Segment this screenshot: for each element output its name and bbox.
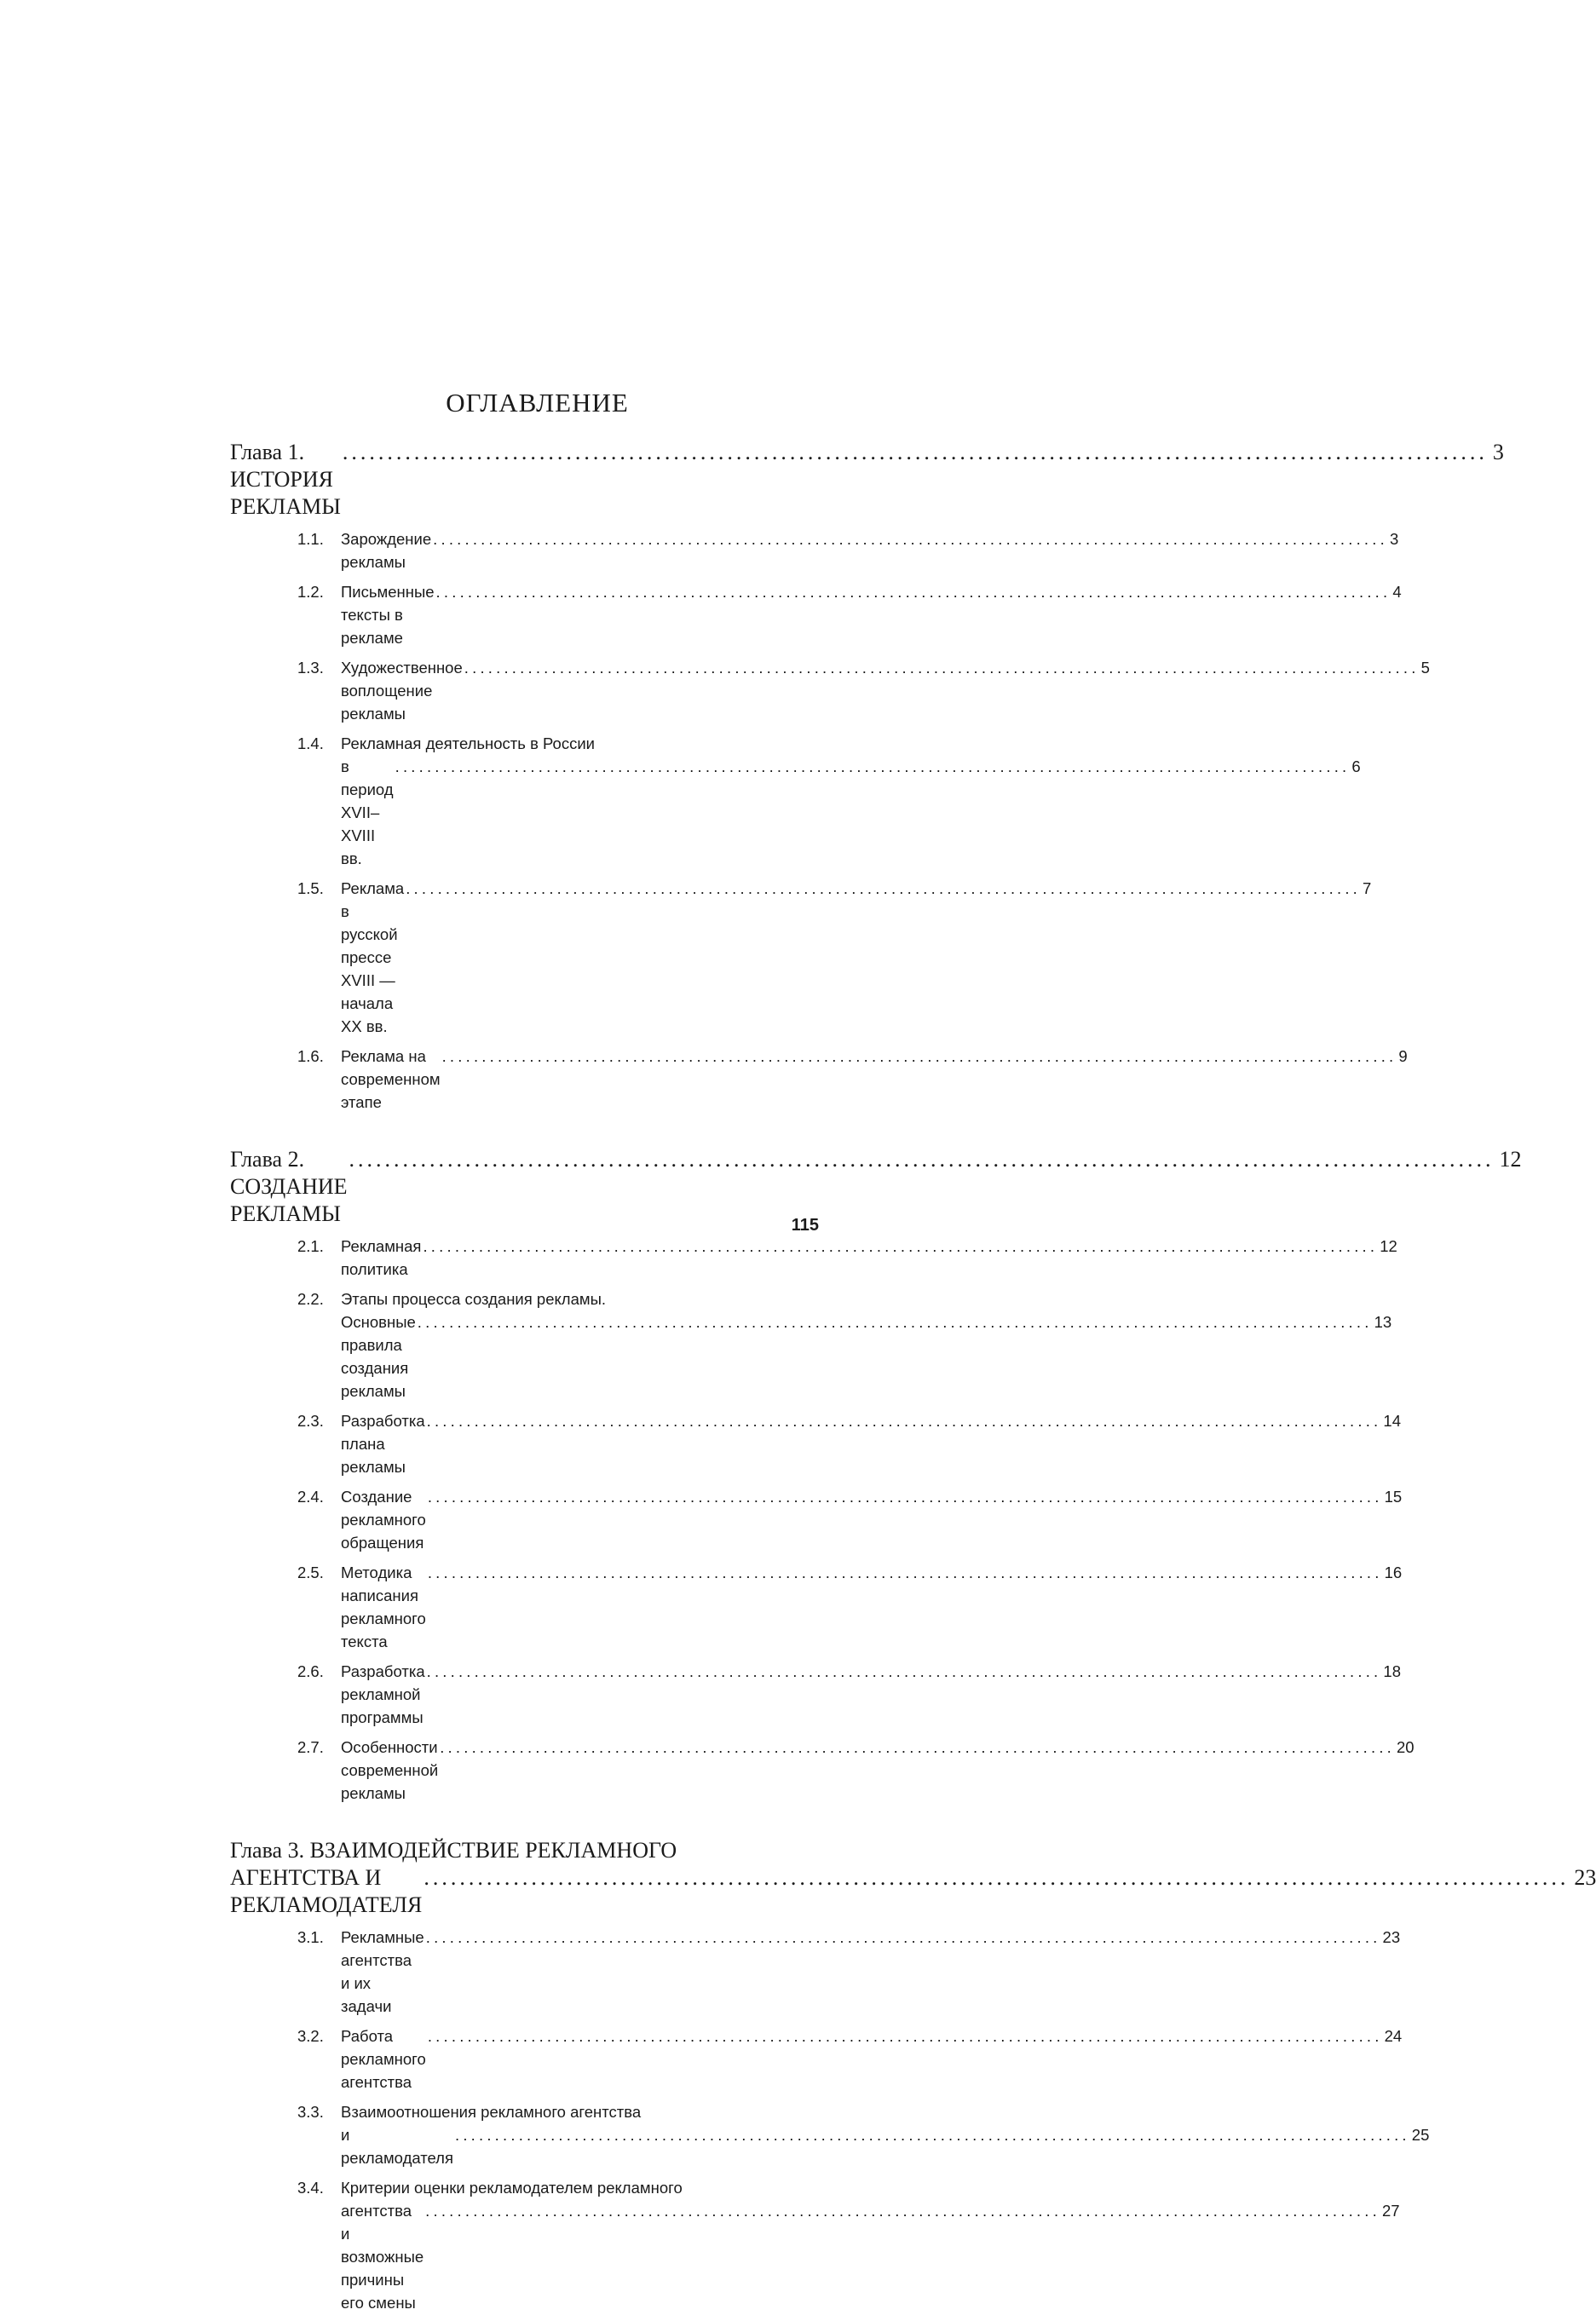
- chapter-title-text: Глава 1. ИСТОРИЯ РЕКЛАМЫ: [230, 440, 341, 519]
- section-page-number: 6: [1351, 757, 1361, 775]
- chapter-heading[interactable]: [230, 1146, 1522, 1228]
- section-title-text: Этапы процесса создания рекламы.: [341, 1290, 607, 1308]
- section-body: [341, 2100, 1429, 2169]
- section-title-text: Создание рекламного обращения: [341, 1488, 426, 1552]
- section-entry[interactable]: [230, 1660, 1401, 1729]
- section-title-line: [341, 1926, 1400, 2018]
- section-page-number: 5: [1420, 659, 1430, 677]
- chapter-spacer: [230, 1811, 819, 1837]
- section-entry[interactable]: [230, 1736, 1415, 1805]
- section-entry[interactable]: [230, 1287, 1392, 1402]
- section-title-text: Письменные тексты в рекламе: [341, 583, 435, 647]
- section-number: 3.3.: [297, 2103, 324, 2121]
- section-title-text: Особенности современной рекламы: [341, 1738, 439, 1802]
- section-number: 1.5.: [297, 879, 324, 897]
- chapter-title-text: Глава 2. СОЗДАНИЕ РЕКЛАМЫ: [230, 1147, 348, 1226]
- section-page-number: 16: [1384, 1564, 1403, 1581]
- section-number: 3.1.: [297, 1928, 324, 1946]
- dot-leader: [435, 580, 1393, 603]
- section-body: [341, 1287, 1391, 1402]
- section-title-text: Критерии оценки рекламодателем рекламного: [341, 2179, 683, 2197]
- dot-leader: [394, 755, 1352, 778]
- section-body: [341, 2176, 1400, 2314]
- dot-leader: [426, 1561, 1385, 1584]
- dot-leader: [424, 1926, 1383, 1949]
- section-entry[interactable]: [230, 1561, 1403, 1653]
- section-title-line: [341, 2176, 1400, 2199]
- section-number: 2.2.: [297, 1290, 324, 1308]
- section-title-text: Реклама в русской прессе XVIII — начала XX вв.: [341, 879, 405, 1035]
- dot-leader: [423, 2199, 1382, 2222]
- section-body: [341, 1736, 1415, 1805]
- section-body: [341, 527, 1398, 573]
- section-title-text: Работа рекламного агентства: [341, 2027, 426, 2091]
- section-list: [230, 1926, 1430, 2314]
- section-entry[interactable]: [230, 1045, 1408, 1114]
- section-title-line: [341, 2100, 1429, 2123]
- section-page-number: 14: [1383, 1412, 1401, 1430]
- section-title-line: [341, 755, 1361, 870]
- dot-leader: [426, 1485, 1385, 1508]
- section-title-text: Художественное воплощение рекламы: [341, 659, 463, 723]
- section-number: 2.4.: [297, 1488, 324, 1506]
- section-title-text: Рекламные агентства и их задачи: [341, 1928, 424, 2015]
- chapter-page-number: 12: [1499, 1147, 1522, 1172]
- section-title-line: [341, 1287, 1391, 1310]
- section-entry[interactable]: [230, 1409, 1401, 1478]
- section-title-line: [341, 1045, 1408, 1114]
- section-body: [341, 1926, 1400, 2018]
- dot-leader: [422, 1864, 1574, 1892]
- section-body: [341, 877, 1371, 1038]
- section-entry[interactable]: [230, 2100, 1430, 2169]
- dot-leader: [341, 439, 1493, 466]
- section-body: [341, 656, 1430, 725]
- section-title-line: [341, 877, 1371, 1038]
- section-title-text: агентства и возможные причины его смены: [341, 2202, 424, 2312]
- section-body: [341, 2024, 1402, 2094]
- section-title-line: [341, 1660, 1401, 1729]
- chapter-page-number: 3: [1492, 440, 1504, 464]
- chapter-spacer: [230, 1120, 819, 1146]
- section-title-text: Рекламная деятельность в России: [341, 734, 596, 752]
- table-of-contents: [230, 388, 1596, 2321]
- section-page-number: 27: [1381, 2202, 1400, 2220]
- toc-body: [230, 439, 1596, 2314]
- section-list: [230, 527, 1430, 1114]
- dot-leader: [425, 1409, 1384, 1432]
- section-body: [341, 1485, 1402, 1554]
- page-number: 115: [791, 1216, 819, 1235]
- section-title-line: [341, 2199, 1400, 2314]
- dot-leader: [426, 2024, 1385, 2047]
- section-title-line: [341, 2024, 1402, 2094]
- section-body: [341, 1409, 1401, 1478]
- section-number: 1.4.: [297, 734, 324, 752]
- section-page-number: 9: [1398, 1047, 1408, 1065]
- section-number: 1.6.: [297, 1047, 324, 1065]
- section-entry[interactable]: [230, 1235, 1397, 1281]
- chapter-title-text: АГЕНТСТВА И РЕКЛАМОДАТЕЛЯ: [230, 1865, 423, 1917]
- section-page-number: 24: [1384, 2027, 1403, 2045]
- section-body: [341, 1561, 1402, 1653]
- section-title-line: [341, 1310, 1391, 1402]
- section-title-text: Разработка рекламной программы: [341, 1662, 425, 1726]
- section-list: [230, 1235, 1415, 1805]
- section-page-number: 4: [1392, 583, 1402, 601]
- section-page-number: 12: [1380, 1237, 1397, 1255]
- section-entry[interactable]: [230, 732, 1361, 870]
- section-body: [341, 1660, 1401, 1729]
- dot-leader: [453, 2123, 1412, 2146]
- section-title-line: [341, 1561, 1402, 1653]
- dot-leader: [463, 656, 1421, 679]
- section-page-number: 20: [1397, 1738, 1415, 1756]
- section-title-line: [341, 580, 1402, 649]
- section-title-text: и рекламодателя: [341, 2126, 453, 2167]
- dot-leader: [416, 1310, 1374, 1333]
- section-entry[interactable]: [230, 1926, 1401, 2018]
- section-page-number: 18: [1383, 1662, 1401, 1680]
- section-title-line: [341, 732, 1361, 755]
- section-page-number: 23: [1382, 1928, 1401, 1946]
- dot-leader: [441, 1045, 1399, 1068]
- section-number: 2.1.: [297, 1237, 324, 1255]
- chapter-title-line: [230, 439, 1504, 521]
- toc-title: ОГЛАВЛЕНИЕ: [446, 388, 629, 418]
- section-title-line: [341, 2123, 1429, 2169]
- section-number: 3.4.: [297, 2179, 324, 2197]
- section-number: 2.3.: [297, 1412, 324, 1430]
- section-number: 1.1.: [297, 530, 324, 548]
- section-body: [341, 1235, 1397, 1281]
- section-number: 2.7.: [297, 1738, 324, 1756]
- section-entry[interactable]: [230, 527, 1399, 573]
- section-entry[interactable]: [230, 580, 1402, 649]
- section-entry[interactable]: [230, 656, 1430, 725]
- dot-leader: [438, 1736, 1397, 1759]
- section-number: 3.2.: [297, 2027, 324, 2045]
- section-body: [341, 580, 1402, 649]
- section-number: 1.2.: [297, 583, 324, 601]
- section-page-number: 15: [1384, 1488, 1403, 1506]
- chapter-title-line: [230, 1146, 1522, 1228]
- chapter-page-number: 23: [1574, 1865, 1596, 1890]
- section-number: 1.3.: [297, 659, 324, 677]
- section-title-text: Взаимоотношения рекламного агентства: [341, 2103, 642, 2121]
- section-page-number: 3: [1389, 530, 1399, 548]
- chapter-title-line: [230, 1864, 1596, 1919]
- section-page-number: 13: [1374, 1313, 1392, 1331]
- section-page-number: 25: [1411, 2126, 1430, 2144]
- section-title-text: Зарождение рекламы: [341, 530, 432, 571]
- section-entry[interactable]: [230, 877, 1372, 1038]
- dot-leader: [404, 877, 1363, 900]
- section-number: 2.5.: [297, 1564, 324, 1581]
- section-entry[interactable]: [230, 1485, 1403, 1554]
- section-entry[interactable]: [230, 2024, 1403, 2094]
- section-title-text: в период XVII–XVIII вв.: [341, 757, 394, 867]
- section-title-text: Методика написания рекламного текста: [341, 1564, 426, 1650]
- section-title-line: [341, 656, 1430, 725]
- section-title-line: [341, 527, 1398, 573]
- dot-leader: [425, 1660, 1384, 1683]
- section-title-text: Основные правила создания рекламы: [341, 1313, 416, 1400]
- section-title-text: Реклама на современном этапе: [341, 1047, 441, 1111]
- section-body: [341, 1045, 1408, 1114]
- section-title-line: [341, 1235, 1397, 1281]
- section-title-line: [341, 1736, 1415, 1805]
- section-title-text: Рекламная политика: [341, 1237, 422, 1278]
- chapter-heading[interactable]: [230, 1837, 1596, 1919]
- chapter-title-text: Глава 3. ВЗАИМОДЕЙСТВИЕ РЕКЛАМНОГО: [230, 1838, 677, 1863]
- section-title-line: [341, 1409, 1401, 1478]
- chapter-heading[interactable]: [230, 439, 1504, 521]
- dot-leader: [348, 1146, 1500, 1173]
- section-title-line: [341, 1485, 1402, 1554]
- section-number: 2.6.: [297, 1662, 324, 1680]
- section-body: [341, 732, 1361, 870]
- chapter-title-line: [230, 1837, 819, 1864]
- section-entry[interactable]: [230, 2176, 1400, 2314]
- dot-leader: [421, 1235, 1380, 1258]
- section-page-number: 7: [1363, 879, 1372, 897]
- section-title-text: Разработка плана рекламы: [341, 1412, 425, 1476]
- dot-leader: [431, 527, 1390, 550]
